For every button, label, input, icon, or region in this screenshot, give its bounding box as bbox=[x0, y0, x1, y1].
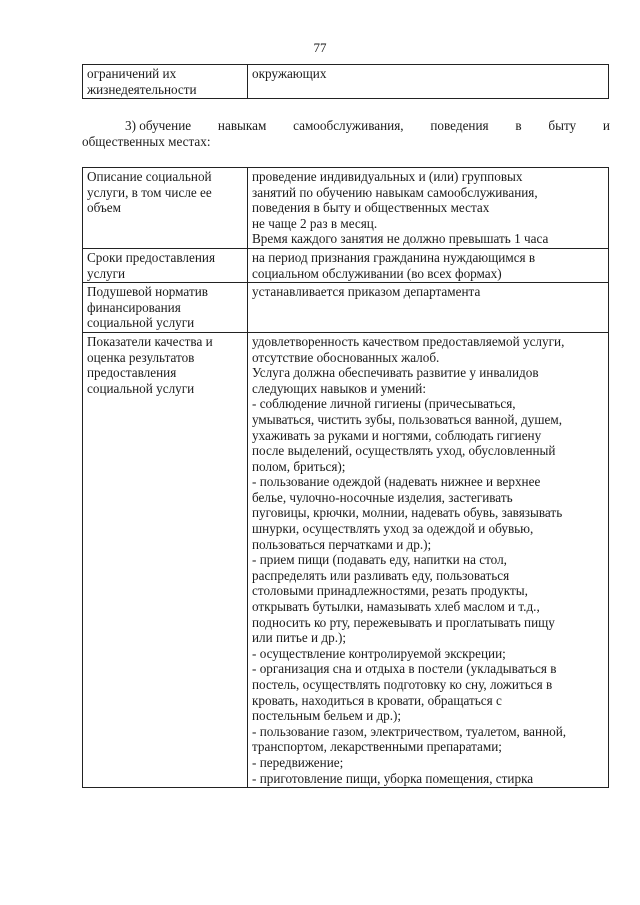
continuation-table bbox=[82, 64, 609, 99]
intro-word: 3) обучение bbox=[125, 118, 192, 133]
table-row bbox=[83, 65, 609, 99]
service-table-body bbox=[83, 168, 609, 788]
cell-line: услуги, в том числе ее bbox=[87, 184, 212, 200]
cell-line: умываться, чистить зубы, пользоваться ванной, душем, bbox=[252, 411, 563, 427]
cell-line: - осуществление контролируемой экскреции; bbox=[252, 645, 506, 661]
cell-line: оценка результатов bbox=[87, 349, 195, 365]
cell-line: - организация сна и отдыха в постели (укладываться в bbox=[252, 661, 557, 677]
intro-word: в bbox=[515, 118, 522, 133]
cell-line: кровать, находиться в кровати, обращаться с bbox=[252, 692, 502, 708]
cell-line: социальной услуги bbox=[87, 315, 195, 331]
table-cell-left bbox=[83, 168, 248, 249]
cell-line: следующих навыков и умений: bbox=[252, 380, 427, 396]
service-table bbox=[82, 167, 609, 788]
cell-line: открывать бутылки, намазывать хлеб маслом и т.д., bbox=[252, 599, 540, 615]
table-cell-left bbox=[83, 283, 248, 333]
cell-line: Подушевой норматив bbox=[87, 284, 208, 300]
cell-line: полом, бриться); bbox=[252, 458, 346, 474]
cell-line: социальном обслуживании (во всех формах) bbox=[252, 265, 502, 281]
table-row bbox=[83, 248, 609, 282]
cell-line: транспортом, лекарственными препаратами; bbox=[252, 739, 502, 755]
cell-line: Сроки предоставления bbox=[87, 249, 216, 265]
cell-line: поведения в быту и общественных местах bbox=[252, 200, 490, 216]
cell-line: пользоваться перчатками и др.); bbox=[252, 536, 432, 552]
cell-line: удовлетворенность качеством предоставляемой услуги, bbox=[252, 333, 565, 349]
cell-line: жизнедеятельности bbox=[87, 81, 197, 97]
cell-line: услуги bbox=[87, 265, 126, 281]
table-row bbox=[83, 283, 609, 333]
cell-line: не чаще 2 раз в месяц. bbox=[252, 215, 378, 231]
table-row bbox=[83, 168, 609, 249]
cell-line: или питье и др.); bbox=[252, 630, 347, 646]
cell-line: ухаживать за руками и ногтями, соблюдать гигиену bbox=[252, 427, 542, 443]
table-cell-left bbox=[83, 332, 248, 787]
cell-line: - приготовление пищи, уборка помещения, стирка bbox=[252, 770, 534, 786]
cell-line: постельным бельем и др.); bbox=[252, 708, 402, 724]
cell-line: устанавливается приказом департамента bbox=[252, 284, 481, 300]
cell-line: пуговицы, крючки, молнии, надевать обувь, завязывать bbox=[252, 505, 563, 521]
table-row bbox=[83, 332, 609, 787]
cell-line: проведение индивидуальных и (или) групповых bbox=[252, 169, 523, 184]
cell-line: на период признания гражданина нуждающимся в bbox=[252, 249, 536, 265]
table-cell-left bbox=[83, 65, 248, 99]
cell-line: Время каждого занятия не должно превышать 1 часа bbox=[252, 231, 549, 247]
cell-line: распределять или разливать еду, пользоваться bbox=[252, 567, 510, 583]
cell-line: столовыми принадлежностями, резать продукты, bbox=[252, 583, 528, 599]
intro-word: навыкам bbox=[217, 118, 267, 133]
intro-word: и bbox=[602, 118, 610, 133]
cell-line: окружающих bbox=[252, 66, 327, 81]
cell-line: социальной услуги bbox=[87, 380, 195, 396]
table-cell-right bbox=[248, 283, 609, 333]
cell-line: - соблюдение личной гигиены (причесываться, bbox=[252, 396, 516, 412]
cell-line: предоставления bbox=[87, 365, 177, 381]
cell-line: ограничений их bbox=[87, 66, 177, 81]
cell-line: Описание социальной bbox=[87, 169, 212, 184]
intro-word: поведения bbox=[430, 118, 489, 133]
table-cell-right bbox=[248, 65, 609, 99]
cell-line: финансирования bbox=[87, 299, 181, 315]
intro-word: быту bbox=[548, 118, 577, 133]
table-cell-right bbox=[248, 248, 609, 282]
cell-line: подносить ко рту, пережевывать и проглатывать пищу bbox=[252, 614, 555, 630]
cell-line: шнурки, осуществлять уход за одеждой и обувью, bbox=[252, 521, 534, 537]
cell-line: белье, чулочно-носочные изделия, застегивать bbox=[252, 489, 513, 505]
cell-line: объем bbox=[87, 200, 121, 216]
cell-line: занятий по обучению навыкам самообслуживания, bbox=[252, 184, 538, 200]
intro-line-2: общественных местах: bbox=[82, 134, 211, 149]
page-number: 77 bbox=[313, 40, 327, 55]
table-cell-left bbox=[83, 248, 248, 282]
intro-word: самообслуживания, bbox=[293, 118, 404, 133]
table-cell-right bbox=[248, 168, 609, 249]
cell-line: Услуга должна обеспечивать развитие у инвалидов bbox=[252, 365, 539, 381]
cell-line: Показатели качества и bbox=[87, 333, 213, 349]
section-intro bbox=[82, 118, 610, 150]
cell-line: - пользование одеждой (надевать нижнее и верхнее bbox=[252, 474, 541, 490]
cell-line: отсутствие обоснованных жалоб. bbox=[252, 349, 440, 365]
intro-line-1 bbox=[82, 118, 610, 134]
cell-line: - прием пищи (подавать еду, напитки на стол, bbox=[252, 552, 507, 568]
cell-line: после выделений, осуществлять уход, обусловленный bbox=[252, 443, 556, 459]
cell-line: - передвижение; bbox=[252, 754, 344, 770]
table-cell-right bbox=[248, 332, 609, 787]
cell-line: - пользование газом, электричеством, туалетом, ванной, bbox=[252, 723, 567, 739]
cell-line: постель, осуществлять подготовку ко сну, ложиться в bbox=[252, 677, 553, 692]
